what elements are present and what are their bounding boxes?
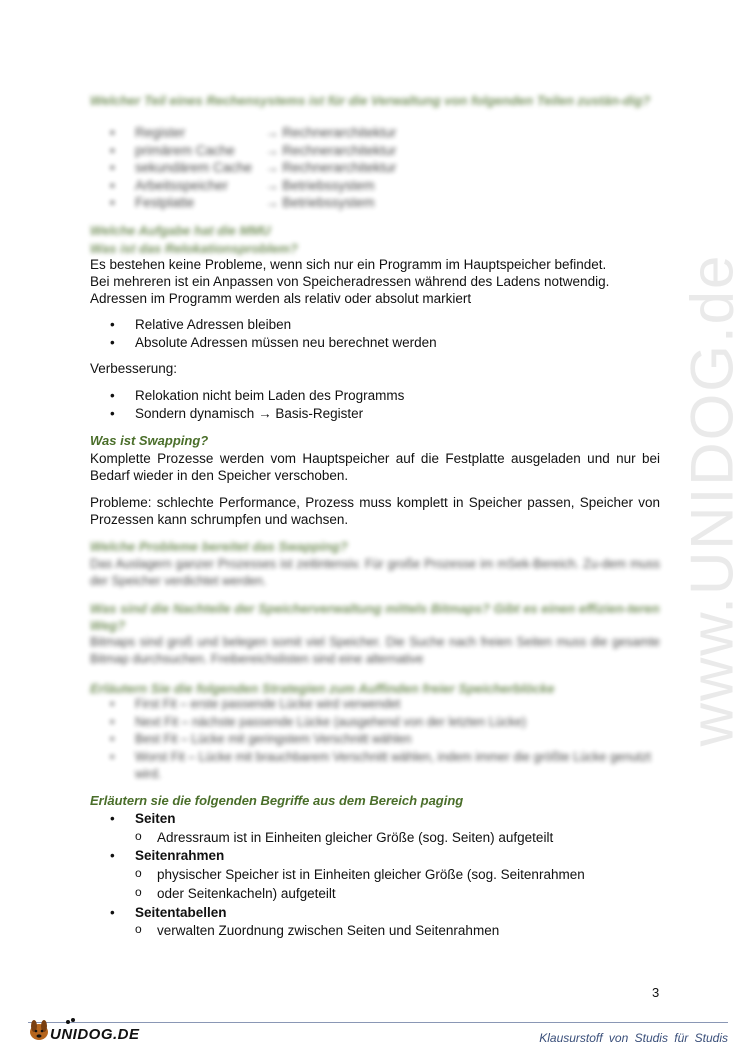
question-heading: Welche Probleme bereitet das Swapping? bbox=[90, 539, 348, 554]
paragraph: Das Auslagern ganzer Prozesses ist zeitintensiv. Für große Prozesse im mSek-Bereich. Zu-dem muss der Speicher verdichtet werden. bbox=[90, 557, 660, 588]
bullet-list bbox=[90, 124, 660, 212]
list-item bbox=[90, 810, 660, 847]
sub-item: o oder Seitenkacheln) aufgeteilt bbox=[135, 884, 660, 904]
question-heading: Erläutern sie die folgenden Begriffe aus dem Bereich paging bbox=[90, 793, 464, 808]
paragraph-line: Bei mehreren ist ein Anpassen von Speicheradressen während des Ladens notwendig. bbox=[90, 274, 610, 289]
bullet-list bbox=[90, 387, 660, 422]
term: Seitenrahmen bbox=[135, 848, 225, 863]
list-item: • Register → Rechnerarchitektur bbox=[90, 124, 660, 142]
sub-item: o physischer Speicher ist in Einheiten gleicher Größe (sog. Seitenrahmen bbox=[135, 865, 660, 885]
paragraph-line: Es bestehen keine Probleme, wenn sich nur ein Programm im Hauptspeicher befindet. bbox=[90, 257, 607, 272]
list-item: • Relokation nicht beim Laden des Programms bbox=[90, 387, 660, 405]
bullet-list bbox=[90, 696, 660, 784]
list-item bbox=[90, 847, 660, 904]
sub-list bbox=[135, 828, 660, 848]
list-item: • primärem Cache → Rechnerarchitektur bbox=[90, 142, 660, 160]
paragraph: Bitmaps sind groß und belegen somit viel Speicher. Die Suche nach freien Seiten muss die gesamte Bitmap durchsuchen. Freibereichslisten sind eine alternative bbox=[90, 635, 660, 666]
list-item: • Best Fit – Lücke mit geringstem Verschnitt wählen bbox=[90, 731, 660, 749]
paragraph-line: Adressen im Programm werden als relativ oder absolut markiert bbox=[90, 291, 472, 306]
watermark: www.UNIDOG.de bbox=[678, 253, 746, 747]
question-heading: Was sind die Nachteile der Speicherverwaltung mittels Bitmaps? Gibt es einen effizien-teren Weg? bbox=[90, 601, 660, 633]
sub-item: o verwalten Zuordnung zwischen Seiten und Seitenrahmen bbox=[135, 921, 660, 941]
list-item: • Festplatte → Betriebssystem bbox=[90, 194, 660, 212]
list-item: • Worst Fit – Lücke mit brauchbarem Verschnitt wählen, indem immer die größte Lücke genutzt wird. bbox=[90, 749, 660, 784]
question-heading: Was ist Swapping? bbox=[90, 433, 209, 448]
bullet-list bbox=[90, 316, 660, 351]
paragraph-line: Verbesserung: bbox=[90, 361, 178, 376]
question-heading: Welche Aufgabe hat die MMU bbox=[90, 223, 271, 238]
paragraph: Probleme: schlechte Performance, Prozess muss komplett in Speicher passen, Speicher von Prozessen kann schrumpfen und wachsen. bbox=[90, 495, 660, 527]
list-item: • Relative Adressen bleiben bbox=[90, 316, 660, 334]
list-item: • Sondern dynamisch → Basis-Register bbox=[90, 405, 660, 423]
list-item: • Absolute Adressen müssen neu berechnet werden bbox=[90, 334, 660, 352]
list-item bbox=[90, 904, 660, 941]
sub-list bbox=[135, 921, 660, 941]
term-list bbox=[90, 810, 660, 941]
list-item: • Arbeitsspeicher → Betriebssystem bbox=[90, 177, 660, 195]
sub-list bbox=[135, 865, 660, 904]
sub-item: o Adressraum ist in Einheiten gleicher Größe (sog. Seiten) aufgeteilt bbox=[135, 828, 660, 848]
term: Seitentabellen bbox=[135, 904, 227, 920]
paragraph: Komplette Prozesse werden vom Hauptspeicher auf die Festplatte ausgeladen und nur bei Bedarf wieder in den Speicher verschoben. bbox=[90, 451, 660, 483]
footer-tagline: Klausurstoff von Studis für Studis bbox=[539, 1031, 728, 1045]
logo-text: UNIDOG.DE bbox=[50, 1026, 140, 1043]
list-item: • Next Fit – nächste passende Lücke (ausgehend von der letzten Lücke) bbox=[90, 714, 660, 732]
term: Seiten bbox=[135, 811, 176, 826]
list-item: • First Fit – erste passende Lücke wird verwendet bbox=[90, 696, 660, 714]
page-number: 3 bbox=[652, 985, 660, 1000]
question-heading: Welcher Teil eines Rechensystems ist für die Verwaltung von folgenden Teilen zustän-dig? bbox=[90, 93, 651, 108]
question-heading: Was ist das Relokationsproblem? bbox=[90, 241, 298, 256]
question-heading: Erläutern Sie die folgenden Strategien zum Auffinden freier Speicherblöcke bbox=[90, 681, 555, 696]
list-item: • sekundärem Cache → Rechnerarchitektur bbox=[90, 159, 660, 177]
